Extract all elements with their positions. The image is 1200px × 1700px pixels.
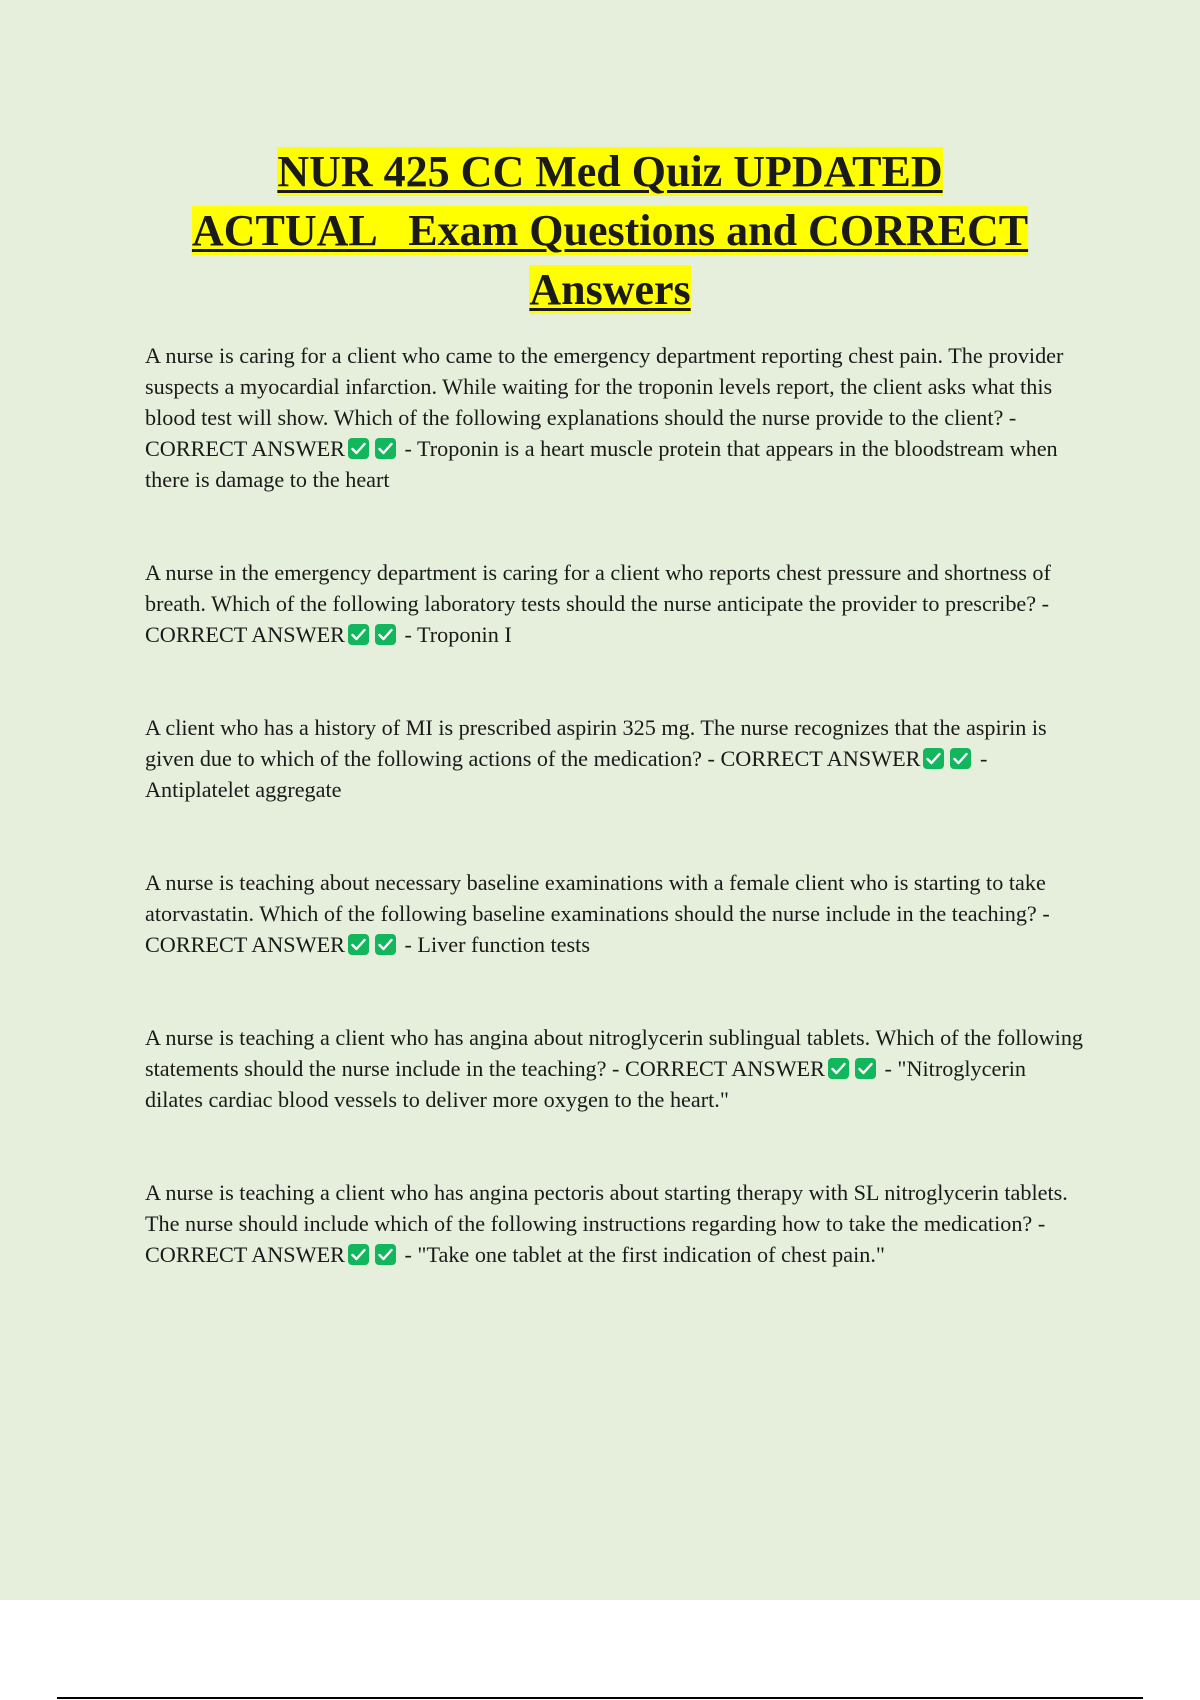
check-mark-button-icon <box>855 1058 876 1079</box>
title-line: ACTUAL Exam Questions and CORRECT <box>191 206 1029 255</box>
qa-item <box>145 340 1085 495</box>
check-mark-button-icon <box>828 1058 849 1079</box>
answer-text: - "Take one tablet at the first indication of chest pain." <box>398 1242 885 1267</box>
check-mark-button-icon <box>375 934 396 955</box>
check-mark-button-icon <box>348 438 369 459</box>
title-line: Answers <box>529 265 691 314</box>
answer-text: - Antiplatelet aggregate <box>145 746 988 802</box>
qa-item <box>145 557 1085 650</box>
check-mark-button-icon <box>375 624 396 645</box>
check-mark-button-icon <box>950 748 971 769</box>
answer-marker: CORRECT ANSWER <box>145 932 345 957</box>
answer-text: - Troponin I <box>398 622 512 647</box>
answer-text: - Troponin is a heart muscle protein that appears in the bloodstream when there is damage to the heart <box>145 436 1058 492</box>
check-mark-button-icon <box>348 934 369 955</box>
question-text: A nurse is teaching a client who has angina about nitroglycerin sublingual tablets. Which of the following statements should the nurse include in the teaching? - <box>145 1025 1084 1081</box>
answer-marker: CORRECT ANSWER <box>145 436 345 461</box>
question-answer-list <box>145 340 1085 1270</box>
qa-item <box>145 712 1085 805</box>
check-mark-button-icon <box>923 748 944 769</box>
question-text: A client who has a history of MI is prescribed aspirin 325 mg. The nurse recognizes that the aspirin is given due to which of the following actions of the medication? - <box>145 715 1047 771</box>
answer-marker: CORRECT ANSWER <box>720 746 921 771</box>
question-text: A nurse is teaching a client who has angina pectoris about starting therapy with SL nitroglycerin tablets. The nurse should include which of the following instructions regarding how to take the medication? - <box>145 1180 1068 1236</box>
answer-text: - "Nitroglycerin dilates cardiac blood vessels to deliver more oxygen to the heart." <box>145 1056 1026 1112</box>
question-text: A nurse in the emergency department is caring for a client who reports chest pressure and shortness of breath. Which of the following laboratory tests should the nurse anticipate the provider to prescribe? - <box>145 560 1051 616</box>
question-text: A nurse is teaching about necessary baseline examinations with a female client who is starting to take atorvastatin. Which of the following baseline examinations should the nurse include in the teaching? - <box>145 870 1050 926</box>
check-mark-button-icon <box>375 1244 396 1265</box>
answer-marker: CORRECT ANSWER <box>624 1056 825 1081</box>
title-line: NUR 425 CC Med Quiz UPDATED <box>277 147 943 196</box>
page-divider <box>57 1697 1143 1699</box>
check-mark-button-icon <box>348 1244 369 1265</box>
check-mark-button-icon <box>348 624 369 645</box>
qa-item <box>145 1022 1085 1115</box>
check-mark-button-icon <box>375 438 396 459</box>
qa-item <box>145 1177 1085 1270</box>
answer-marker: CORRECT ANSWER <box>145 622 345 647</box>
answer-marker: CORRECT ANSWER <box>145 1242 345 1267</box>
document-title <box>145 142 1075 319</box>
answer-text: - Liver function tests <box>398 932 590 957</box>
question-text: A nurse is caring for a client who came to the emergency department reporting chest pain. The provider suspects a myocardial infarction. While waiting for the troponin levels report, the client asks what this blood test will show. Which of the following explanations should the nurse provide to the client? - <box>145 343 1064 430</box>
qa-item <box>145 867 1085 960</box>
